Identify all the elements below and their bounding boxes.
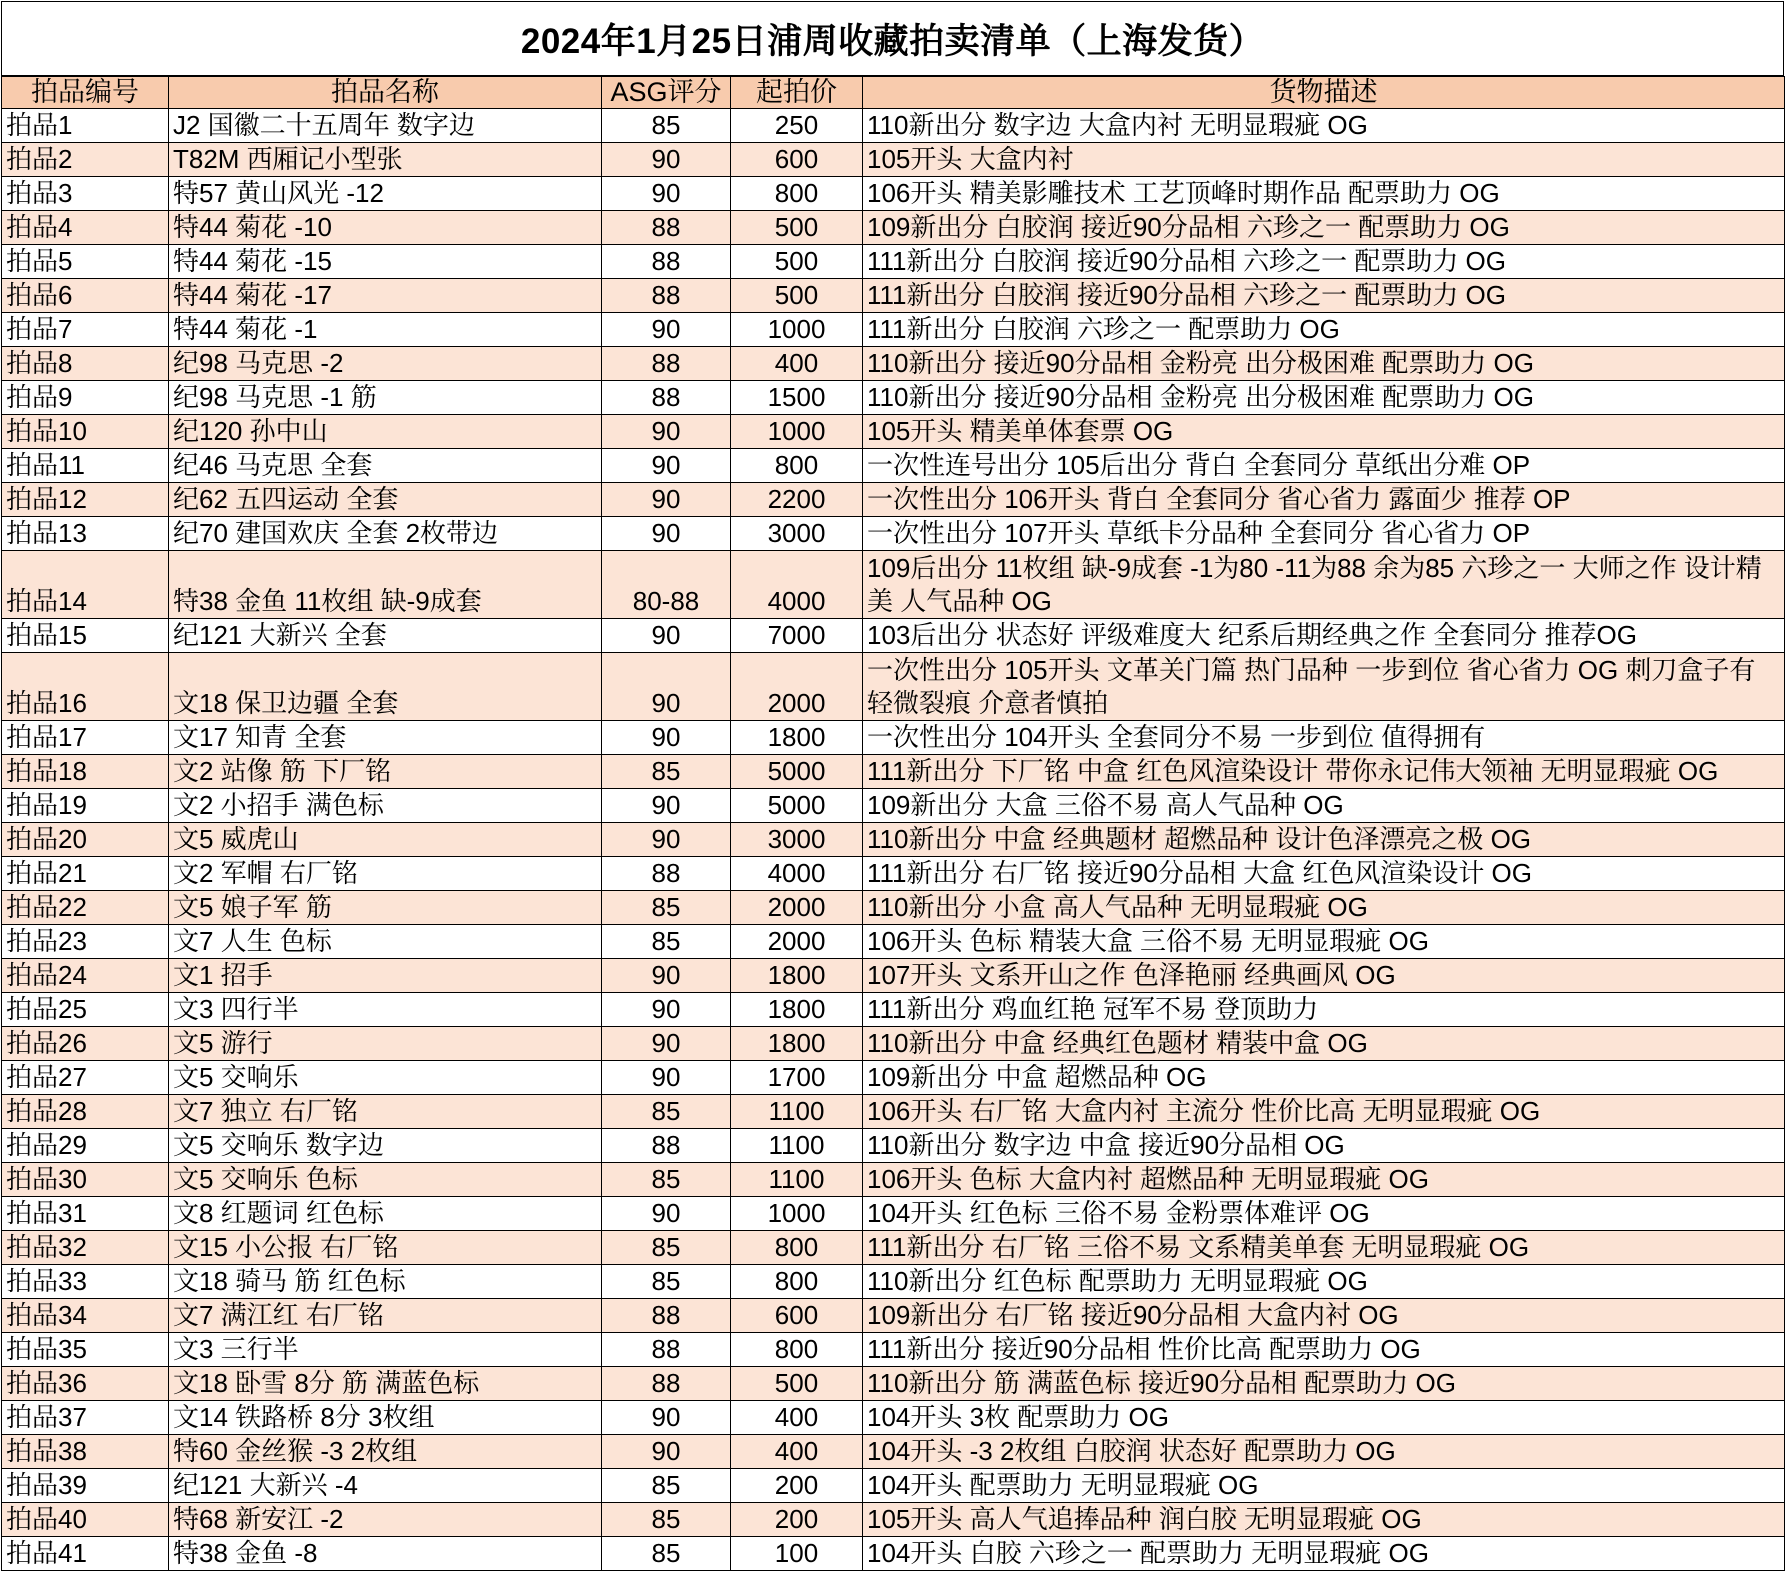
lot-name-cell: 特44 菊花 -1 [169,313,602,347]
auction-sheet [1,1,1784,1571]
lot-name-cell: 文5 娘子军 筋 [169,891,602,925]
table-row [2,1435,1785,1469]
lot-name-cell: 文8 红题词 红色标 [169,1197,602,1231]
start-price-cell: 200 [731,1503,863,1537]
asg-score-cell: 85 [602,1095,731,1129]
lot-number-cell: 拍品32 [2,1231,169,1265]
lot-number-cell: 拍品24 [2,959,169,993]
table-row [2,517,1785,551]
asg-score-cell: 85 [602,109,731,143]
start-price-cell: 1500 [731,381,863,415]
description-cell: 107开头 文系开山之作 色泽艳丽 经典画风 OG [863,959,1785,993]
table-row [2,449,1785,483]
asg-score-cell: 85 [602,1163,731,1197]
description-cell: 105开头 大盒内衬 [863,143,1785,177]
header-row [2,77,1785,109]
start-price-cell: 2200 [731,483,863,517]
description-cell: 111新出分 白胶润 接近90分品相 六珍之一 配票助力 OG [863,245,1785,279]
lot-number-cell: 拍品29 [2,1129,169,1163]
lot-number-cell: 拍品41 [2,1537,169,1571]
table-row [2,959,1785,993]
sheet-title: 2024年1月25日浦周收藏拍卖清单（上海发货） [1,1,1784,76]
start-price-cell: 200 [731,1469,863,1503]
description-cell: 111新出分 白胶润 六珍之一 配票助力 OG [863,313,1785,347]
lot-number-cell: 拍品19 [2,789,169,823]
lot-number-cell: 拍品22 [2,891,169,925]
start-price-cell: 1100 [731,1129,863,1163]
description-cell: 106开头 右厂铭 大盒内衬 主流分 性价比高 无明显瑕疵 OG [863,1095,1785,1129]
asg-score-cell: 90 [602,415,731,449]
lot-name-cell: 文2 站像 筋 下厂铭 [169,755,602,789]
column-header-asg-score: ASG评分 [602,77,731,109]
column-header-description: 货物描述 [863,77,1785,109]
description-cell: 106开头 色标 大盒内衬 超燃品种 无明显瑕疵 OG [863,1163,1785,1197]
description-cell: 103后出分 状态好 评级难度大 纪系后期经典之作 全套同分 推荐OG [863,619,1785,653]
lot-name-cell: 特44 菊花 -10 [169,211,602,245]
asg-score-cell: 88 [602,211,731,245]
lot-number-cell: 拍品6 [2,279,169,313]
description-cell: 104开头 白胶 六珍之一 配票助力 无明显瑕疵 OG [863,1537,1785,1571]
start-price-cell: 400 [731,1435,863,1469]
lot-number-cell: 拍品36 [2,1367,169,1401]
table-row [2,1095,1785,1129]
table-row [2,483,1785,517]
asg-score-cell: 90 [602,789,731,823]
start-price-cell: 1100 [731,1095,863,1129]
lot-name-cell: 文5 威虎山 [169,823,602,857]
asg-score-cell: 90 [602,313,731,347]
column-header-lot-number: 拍品编号 [2,77,169,109]
start-price-cell: 3000 [731,823,863,857]
lot-name-cell: J2 国徽二十五周年 数字边 [169,109,602,143]
description-cell: 111新出分 鸡血红艳 冠军不易 登顶助力 [863,993,1785,1027]
table-row [2,143,1785,177]
lot-name-cell: 文18 卧雪 8分 筋 满蓝色标 [169,1367,602,1401]
asg-score-cell: 85 [602,1231,731,1265]
asg-score-cell: 85 [602,755,731,789]
start-price-cell: 1000 [731,313,863,347]
description-cell: 111新出分 下厂铭 中盒 红色风渲染设计 带你永记伟大领袖 无明显瑕疵 OG [863,755,1785,789]
start-price-cell: 5000 [731,789,863,823]
asg-score-cell: 90 [602,619,731,653]
description-cell: 109新出分 大盒 三俗不易 高人气品种 OG [863,789,1785,823]
lot-number-cell: 拍品25 [2,993,169,1027]
lot-name-cell: 文3 三行半 [169,1333,602,1367]
lot-name-cell: 特38 金鱼 -8 [169,1537,602,1571]
description-cell: 104开头 3枚 配票助力 OG [863,1401,1785,1435]
lot-name-cell: 文15 小公报 右厂铭 [169,1231,602,1265]
asg-score-cell: 80-88 [602,551,731,619]
lot-number-cell: 拍品21 [2,857,169,891]
asg-score-cell: 90 [602,143,731,177]
description-cell: 109新出分 中盒 超燃品种 OG [863,1061,1785,1095]
lot-number-cell: 拍品35 [2,1333,169,1367]
lot-name-cell: 特44 菊花 -15 [169,245,602,279]
lot-number-cell: 拍品20 [2,823,169,857]
lot-name-cell: 文7 人生 色标 [169,925,602,959]
table-row [2,381,1785,415]
asg-score-cell: 90 [602,1027,731,1061]
table-row [2,1333,1785,1367]
description-cell: 一次性出分 105开头 文革关门篇 热门品种 一步到位 省心省力 OG 刺刀盒子有轻微裂痕 介意者慎拍 [863,653,1785,721]
start-price-cell: 800 [731,1333,863,1367]
table-row [2,891,1785,925]
lot-number-cell: 拍品39 [2,1469,169,1503]
start-price-cell: 1800 [731,959,863,993]
asg-score-cell: 88 [602,1129,731,1163]
column-header-lot-name: 拍品名称 [169,77,602,109]
asg-score-cell: 90 [602,517,731,551]
lot-name-cell: 特38 金鱼 11枚组 缺-9成套 [169,551,602,619]
table-row [2,619,1785,653]
asg-score-cell: 90 [602,449,731,483]
lot-number-cell: 拍品27 [2,1061,169,1095]
lot-name-cell: 文5 交响乐 [169,1061,602,1095]
start-price-cell: 1000 [731,1197,863,1231]
asg-score-cell: 85 [602,1469,731,1503]
description-cell: 104开头 红色标 三俗不易 金粉票体难评 OG [863,1197,1785,1231]
start-price-cell: 5000 [731,755,863,789]
table-row [2,1503,1785,1537]
start-price-cell: 800 [731,1265,863,1299]
table-row [2,721,1785,755]
asg-score-cell: 88 [602,857,731,891]
table-row [2,313,1785,347]
asg-score-cell: 88 [602,381,731,415]
table-row [2,1469,1785,1503]
lot-number-cell: 拍品9 [2,381,169,415]
lot-number-cell: 拍品14 [2,551,169,619]
asg-score-cell: 90 [602,959,731,993]
start-price-cell: 800 [731,449,863,483]
lot-name-cell: 文5 交响乐 数字边 [169,1129,602,1163]
lot-number-cell: 拍品30 [2,1163,169,1197]
table-row [2,551,1785,619]
lot-name-cell: 纪120 孙中山 [169,415,602,449]
asg-score-cell: 85 [602,925,731,959]
description-cell: 110新出分 中盒 经典题材 超燃品种 设计色泽漂亮之极 OG [863,823,1785,857]
lot-name-cell: 文17 知青 全套 [169,721,602,755]
start-price-cell: 500 [731,211,863,245]
start-price-cell: 3000 [731,517,863,551]
start-price-cell: 2000 [731,925,863,959]
lot-name-cell: 特68 新安江 -2 [169,1503,602,1537]
lot-number-cell: 拍品26 [2,1027,169,1061]
auction-table [1,76,1785,1571]
table-row [2,1027,1785,1061]
start-price-cell: 500 [731,1367,863,1401]
description-cell: 一次性出分 106开头 背白 全套同分 省心省力 露面少 推荐 OP [863,483,1785,517]
start-price-cell: 4000 [731,551,863,619]
table-body [2,109,1785,1571]
description-cell: 110新出分 数字边 大盒内衬 无明显瑕疵 OG [863,109,1785,143]
table-row [2,1367,1785,1401]
table-row [2,993,1785,1027]
lot-number-cell: 拍品18 [2,755,169,789]
lot-name-cell: 文18 骑马 筋 红色标 [169,1265,602,1299]
asg-score-cell: 88 [602,245,731,279]
lot-name-cell: 纪98 马克思 -2 [169,347,602,381]
lot-name-cell: 纪98 马克思 -1 筋 [169,381,602,415]
start-price-cell: 400 [731,1401,863,1435]
description-cell: 109新出分 白胶润 接近90分品相 六珍之一 配票助力 OG [863,211,1785,245]
start-price-cell: 600 [731,1299,863,1333]
description-cell: 110新出分 中盒 经典红色题材 精装中盒 OG [863,1027,1785,1061]
description-cell: 105开头 高人气追捧品种 润白胶 无明显瑕疵 OG [863,1503,1785,1537]
lot-number-cell: 拍品10 [2,415,169,449]
start-price-cell: 1700 [731,1061,863,1095]
asg-score-cell: 85 [602,891,731,925]
asg-score-cell: 88 [602,347,731,381]
asg-score-cell: 85 [602,1537,731,1571]
description-cell: 105开头 精美单体套票 OG [863,415,1785,449]
description-cell: 110新出分 接近90分品相 金粉亮 出分极困难 配票助力 OG [863,381,1785,415]
lot-name-cell: 文2 军帽 右厂铭 [169,857,602,891]
start-price-cell: 1000 [731,415,863,449]
table-row [2,1265,1785,1299]
start-price-cell: 2000 [731,891,863,925]
lot-number-cell: 拍品40 [2,1503,169,1537]
description-cell: 110新出分 接近90分品相 金粉亮 出分极困难 配票助力 OG [863,347,1785,381]
lot-name-cell: 纪62 五四运动 全套 [169,483,602,517]
start-price-cell: 800 [731,1231,863,1265]
lot-name-cell: 文1 招手 [169,959,602,993]
table-row [2,1163,1785,1197]
table-row [2,789,1785,823]
table-row [2,1129,1785,1163]
description-cell: 110新出分 筋 满蓝色标 接近90分品相 配票助力 OG [863,1367,1785,1401]
table-row [2,211,1785,245]
start-price-cell: 1100 [731,1163,863,1197]
description-cell: 104开头 配票助力 无明显瑕疵 OG [863,1469,1785,1503]
lot-number-cell: 拍品11 [2,449,169,483]
description-cell: 104开头 -3 2枚组 白胶润 状态好 配票助力 OG [863,1435,1785,1469]
asg-score-cell: 90 [602,1435,731,1469]
lot-number-cell: 拍品7 [2,313,169,347]
description-cell: 一次性出分 107开头 草纸卡分品种 全套同分 省心省力 OP [863,517,1785,551]
asg-score-cell: 88 [602,279,731,313]
lot-name-cell: 文3 四行半 [169,993,602,1027]
start-price-cell: 250 [731,109,863,143]
lot-number-cell: 拍品12 [2,483,169,517]
start-price-cell: 2000 [731,653,863,721]
lot-name-cell: 文7 满江红 右厂铭 [169,1299,602,1333]
asg-score-cell: 90 [602,823,731,857]
start-price-cell: 100 [731,1537,863,1571]
table-row [2,1231,1785,1265]
description-cell: 111新出分 接近90分品相 性价比高 配票助力 OG [863,1333,1785,1367]
table-row [2,245,1785,279]
start-price-cell: 500 [731,279,863,313]
lot-number-cell: 拍品15 [2,619,169,653]
start-price-cell: 4000 [731,857,863,891]
table-row [2,1061,1785,1095]
lot-name-cell: 文5 交响乐 色标 [169,1163,602,1197]
start-price-cell: 1800 [731,1027,863,1061]
description-cell: 110新出分 数字边 中盒 接近90分品相 OG [863,1129,1785,1163]
table-row [2,653,1785,721]
table-row [2,925,1785,959]
description-cell: 110新出分 小盒 高人气品种 无明显瑕疵 OG [863,891,1785,925]
lot-number-cell: 拍品5 [2,245,169,279]
start-price-cell: 7000 [731,619,863,653]
start-price-cell: 800 [731,177,863,211]
asg-score-cell: 90 [602,1061,731,1095]
table-row [2,109,1785,143]
description-cell: 109新出分 右厂铭 接近90分品相 大盒内衬 OG [863,1299,1785,1333]
asg-score-cell: 85 [602,1503,731,1537]
lot-name-cell: T82M 西厢记小型张 [169,143,602,177]
table-row [2,177,1785,211]
lot-name-cell: 纪121 大新兴 -4 [169,1469,602,1503]
lot-number-cell: 拍品17 [2,721,169,755]
lot-number-cell: 拍品33 [2,1265,169,1299]
start-price-cell: 400 [731,347,863,381]
asg-score-cell: 90 [602,1401,731,1435]
asg-score-cell: 85 [602,1265,731,1299]
description-cell: 110新出分 红色标 配票助力 无明显瑕疵 OG [863,1265,1785,1299]
asg-score-cell: 88 [602,1299,731,1333]
start-price-cell: 500 [731,245,863,279]
table-row [2,347,1785,381]
lot-number-cell: 拍品13 [2,517,169,551]
description-cell: 111新出分 右厂铭 三俗不易 文系精美单套 无明显瑕疵 OG [863,1231,1785,1265]
table-row [2,279,1785,313]
lot-number-cell: 拍品28 [2,1095,169,1129]
asg-score-cell: 88 [602,1367,731,1401]
lot-number-cell: 拍品34 [2,1299,169,1333]
table-row [2,823,1785,857]
lot-number-cell: 拍品4 [2,211,169,245]
asg-score-cell: 90 [602,721,731,755]
lot-name-cell: 纪121 大新兴 全套 [169,619,602,653]
table-row [2,857,1785,891]
asg-score-cell: 90 [602,653,731,721]
table-row [2,1299,1785,1333]
lot-number-cell: 拍品8 [2,347,169,381]
table-row [2,1537,1785,1571]
description-cell: 一次性出分 104开头 全套同分不易 一步到位 值得拥有 [863,721,1785,755]
lot-name-cell: 文7 独立 右厂铭 [169,1095,602,1129]
lot-number-cell: 拍品23 [2,925,169,959]
lot-number-cell: 拍品16 [2,653,169,721]
lot-name-cell: 纪46 马克思 全套 [169,449,602,483]
description-cell: 109后出分 11枚组 缺-9成套 -1为80 -11为88 余为85 六珍之一 大师之作 设计精美 人气品种 OG [863,551,1785,619]
lot-name-cell: 特60 金丝猴 -3 2枚组 [169,1435,602,1469]
table-row [2,1401,1785,1435]
description-cell: 106开头 精美影雕技术 工艺顶峰时期作品 配票助力 OG [863,177,1785,211]
description-cell: 111新出分 右厂铭 接近90分品相 大盒 红色风渲染设计 OG [863,857,1785,891]
start-price-cell: 1800 [731,721,863,755]
lot-number-cell: 拍品37 [2,1401,169,1435]
table-row [2,1197,1785,1231]
description-cell: 106开头 色标 精装大盒 三俗不易 无明显瑕疵 OG [863,925,1785,959]
lot-name-cell: 文5 游行 [169,1027,602,1061]
lot-name-cell: 文14 铁路桥 8分 3枚组 [169,1401,602,1435]
column-header-start-price: 起拍价 [731,77,863,109]
asg-score-cell: 90 [602,177,731,211]
table-row [2,415,1785,449]
lot-number-cell: 拍品3 [2,177,169,211]
table-row [2,755,1785,789]
asg-score-cell: 90 [602,1197,731,1231]
lot-name-cell: 文2 小招手 满色标 [169,789,602,823]
asg-score-cell: 90 [602,993,731,1027]
lot-name-cell: 纪70 建国欢庆 全套 2枚带边 [169,517,602,551]
lot-number-cell: 拍品2 [2,143,169,177]
lot-number-cell: 拍品31 [2,1197,169,1231]
asg-score-cell: 88 [602,1333,731,1367]
lot-name-cell: 特44 菊花 -17 [169,279,602,313]
description-cell: 111新出分 白胶润 接近90分品相 六珍之一 配票助力 OG [863,279,1785,313]
lot-name-cell: 特57 黄山风光 -12 [169,177,602,211]
lot-name-cell: 文18 保卫边疆 全套 [169,653,602,721]
lot-number-cell: 拍品38 [2,1435,169,1469]
start-price-cell: 600 [731,143,863,177]
asg-score-cell: 90 [602,483,731,517]
lot-number-cell: 拍品1 [2,109,169,143]
start-price-cell: 1800 [731,993,863,1027]
description-cell: 一次性连号出分 105后出分 背白 全套同分 草纸出分难 OP [863,449,1785,483]
